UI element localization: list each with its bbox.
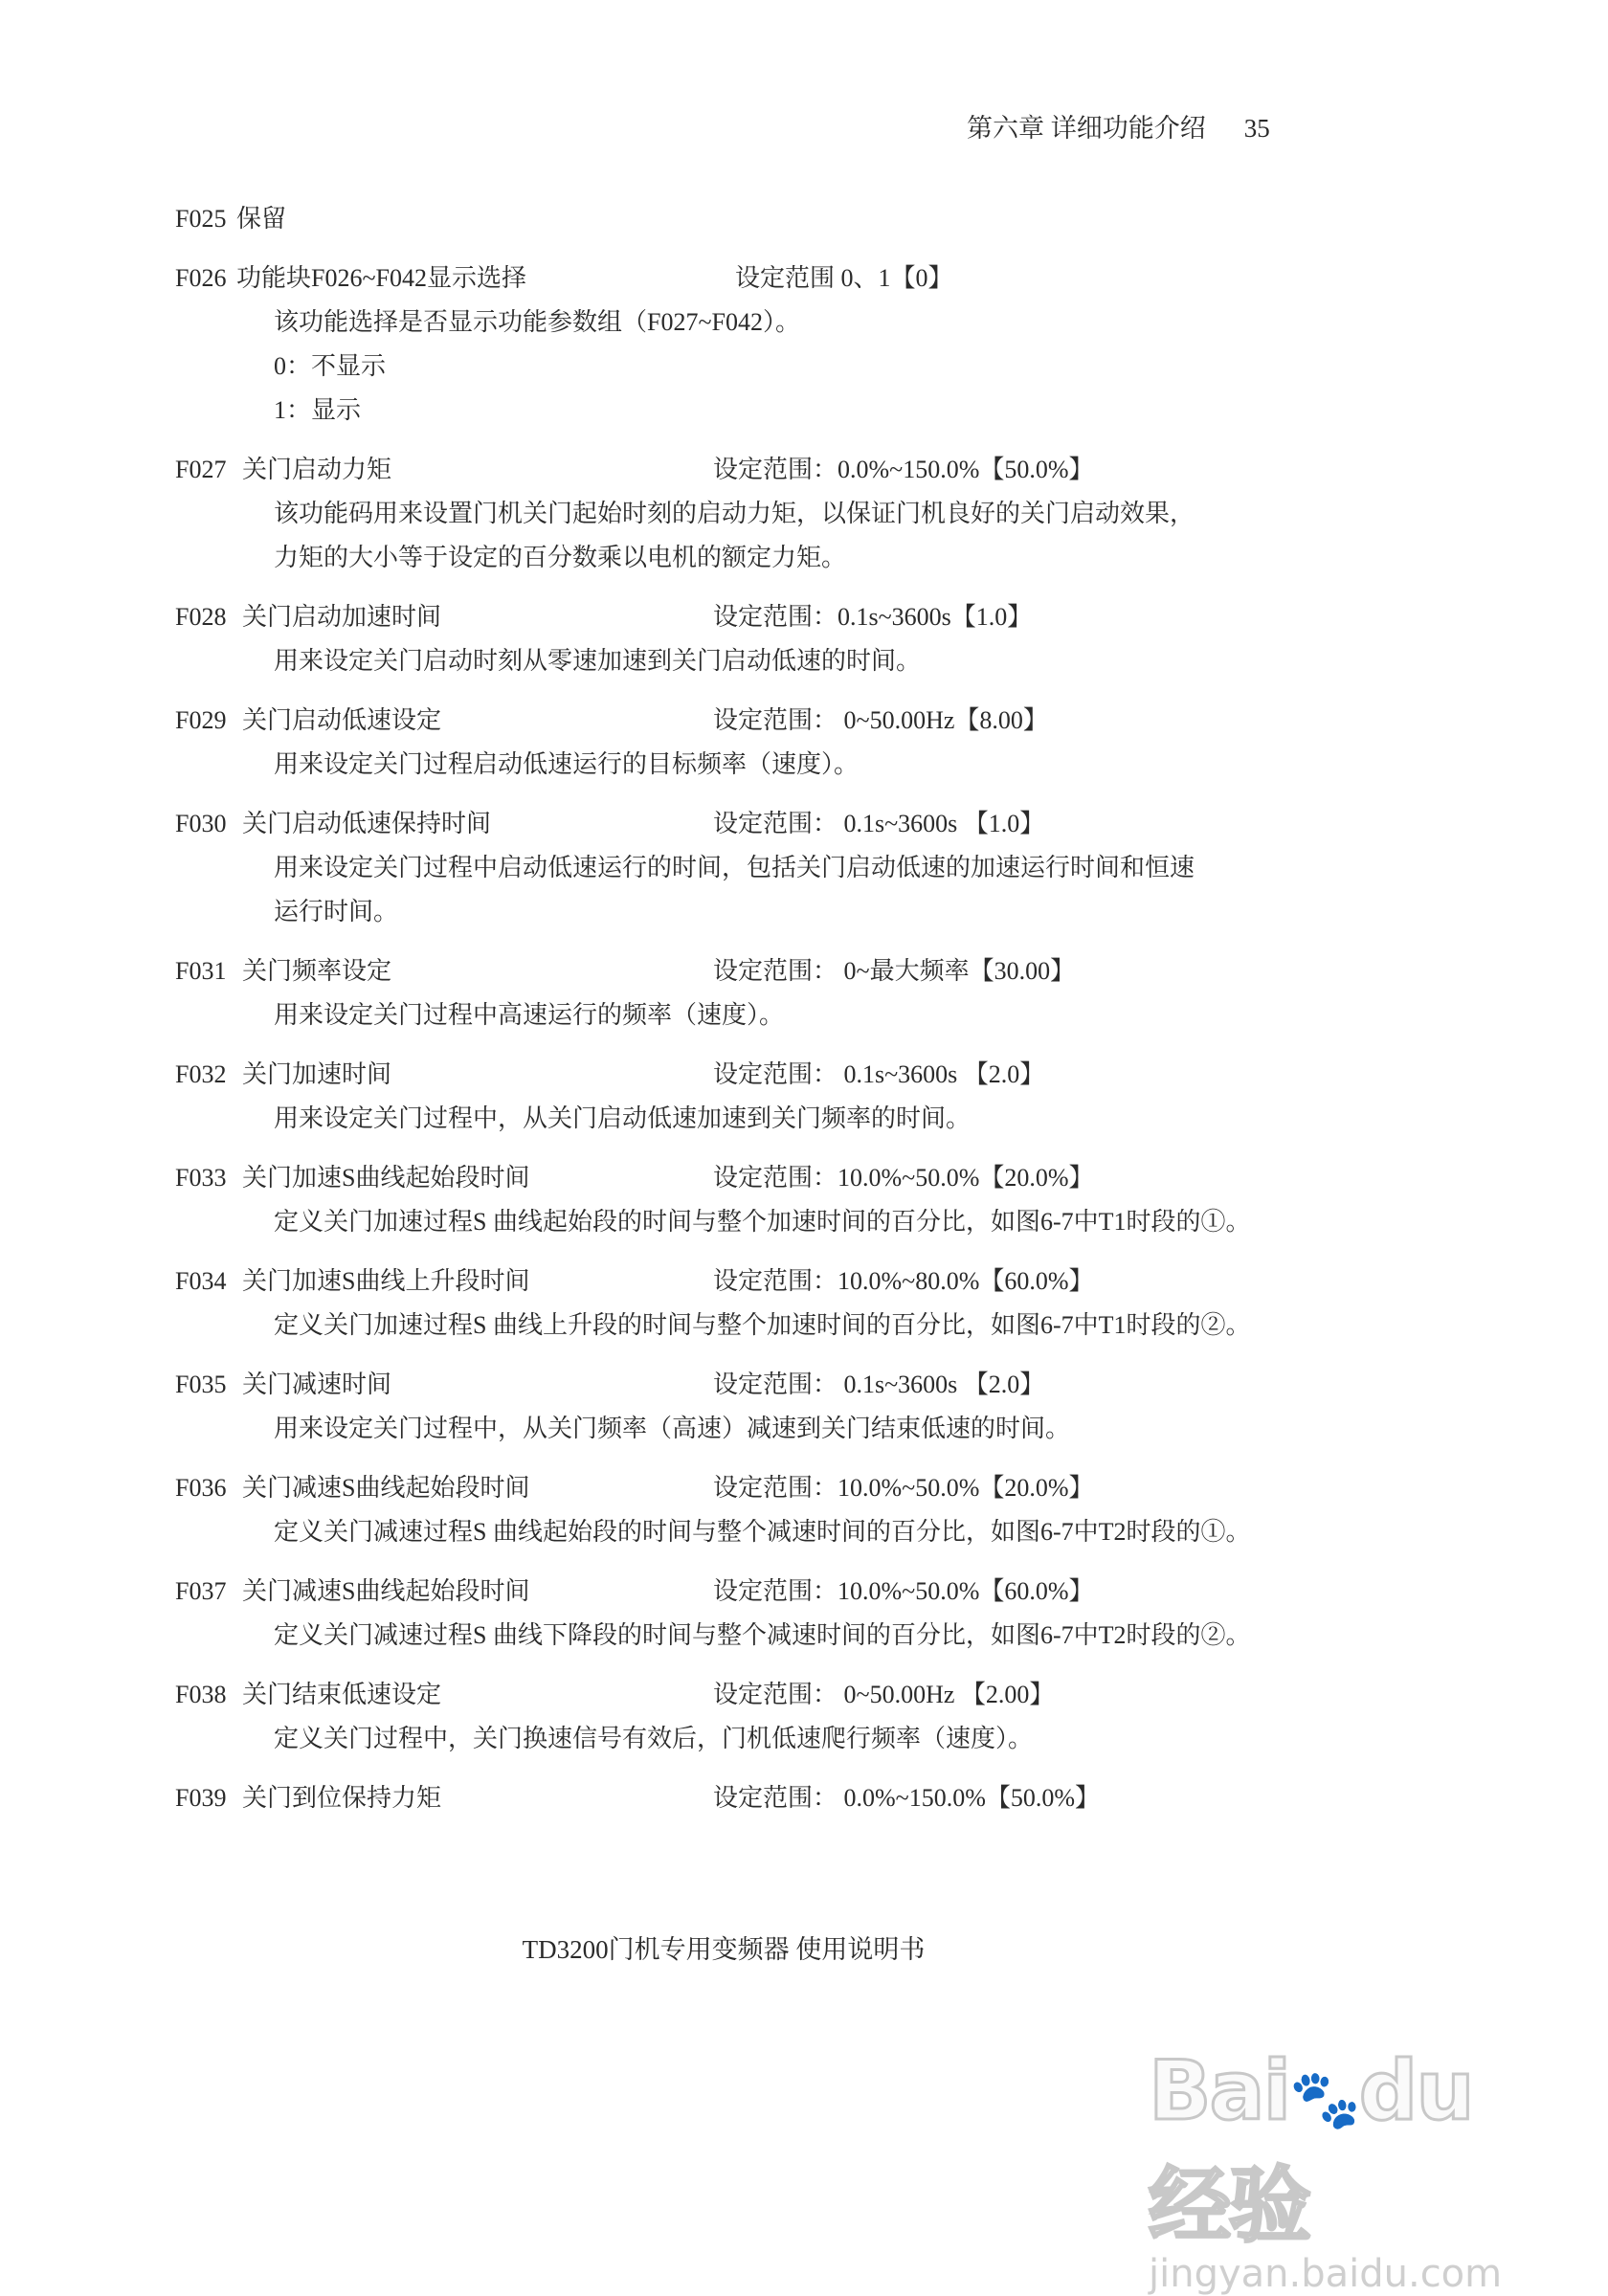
parameter-range: 设定范围： 0.1s~3600s 【1.0】: [713, 810, 1045, 837]
parameter-name: 关门加速S曲线起始段时间: [242, 1164, 530, 1192]
parameter-description: 用来设定关门启动时刻从零速加速到关门启动低速的时间。: [274, 647, 922, 675]
parameter-description: 定义关门减速过程S 曲线起始段的时间与整个减速时间的百分比，如图6-7中T2时段的①。: [274, 1518, 1251, 1546]
parameter-description: 用来设定关门过程中高速运行的频率（速度）。: [274, 1001, 785, 1029]
parameter-name: 关门频率设定: [242, 957, 392, 985]
parameter-range: 设定范围：0.1s~3600s【1.0】: [713, 603, 1033, 631]
parameter-code: F027: [175, 456, 227, 483]
parameter-entry: [175, 1673, 1324, 1761]
parameter-range: 设定范围： 0.1s~3600s 【2.0】: [713, 1371, 1045, 1398]
parameter-heading: [175, 197, 1324, 241]
document-footer: TD3200门机专用变频器 使用说明书: [522, 1935, 926, 1964]
parameter-code: F030: [175, 810, 227, 837]
parameter-name: 关门减速S曲线起始段时间: [242, 1474, 530, 1502]
parameter-code: F035: [175, 1371, 227, 1398]
parameter-range: 设定范围：10.0%~50.0%【60.0%】: [713, 1577, 1094, 1605]
running-header: [967, 107, 1270, 145]
parameter-entry: [175, 1156, 1324, 1244]
parameter-heading: [175, 1053, 1324, 1097]
parameter-description: 用来设定关门过程中，从关门启动低速加速到关门频率的时间。: [274, 1104, 972, 1132]
parameter-code: F034: [175, 1267, 227, 1295]
parameter-code: F026: [175, 264, 227, 292]
parameter-description: 该功能码用来设置门机关门起始时刻的启动力矩，以保证门机良好的关门启动效果，: [274, 500, 1195, 527]
parameter-range: 设定范围： 0~50.00Hz【8.00】: [713, 706, 1048, 734]
parameter-entry: [175, 949, 1324, 1037]
watermark-url: jingyan.baidu.com: [1149, 2252, 1503, 2296]
chapter-title: 第六章 详细功能介绍: [967, 114, 1206, 143]
parameter-name: 关门结束低速设定: [242, 1681, 442, 1708]
parameter-range: 设定范围： 0~50.00Hz 【2.00】: [713, 1681, 1055, 1708]
parameter-heading: [175, 802, 1324, 846]
parameter-heading: [175, 256, 1324, 301]
parameter-code: F039: [175, 1784, 227, 1812]
parameter-range: 设定范围：10.0%~50.0%【20.0%】: [713, 1164, 1094, 1192]
parameter-name: 功能块F026~F042显示选择: [236, 264, 526, 292]
parameter-description: 运行时间。: [274, 898, 399, 925]
parameter-code: F032: [175, 1060, 227, 1088]
parameter-entry: [175, 1259, 1324, 1348]
parameter-heading: [175, 699, 1324, 743]
parameter-name: 关门减速S曲线起始段时间: [242, 1577, 530, 1605]
parameter-code: F031: [175, 957, 227, 985]
parameter-entry: [175, 256, 1324, 433]
parameter-range: 设定范围：10.0%~80.0%【60.0%】: [713, 1267, 1094, 1295]
parameter-entry: [175, 1053, 1324, 1141]
parameter-description: 定义关门加速过程S 曲线起始段的时间与整个加速时间的百分比，如图6-7中T1时段的①。: [274, 1208, 1251, 1236]
parameter-heading: [175, 1156, 1324, 1200]
parameter-heading: [175, 448, 1324, 492]
parameter-range: 设定范围 0、1【0】: [735, 264, 953, 292]
parameter-heading: [175, 949, 1324, 993]
parameter-description: 用来设定关门过程中，从关门频率（高速）减速到关门结束低速的时间。: [274, 1415, 1071, 1442]
parameter-name: 关门减速时间: [242, 1371, 392, 1398]
parameter-entry: [175, 595, 1324, 683]
parameter-heading: [175, 1776, 1324, 1820]
parameter-description: 力矩的大小等于设定的百分数乘以电机的额定力矩。: [274, 544, 847, 571]
parameter-description: 用来设定关门过程中启动低速运行的时间，包括关门启动低速的加速运行时间和恒速: [274, 854, 1195, 881]
page-number: 35: [1243, 114, 1270, 143]
parameter-code: F025: [175, 205, 227, 233]
parameter-heading: [175, 1466, 1324, 1510]
parameter-name: 关门启动低速设定: [242, 706, 442, 734]
parameter-entry: [175, 448, 1324, 580]
parameter-heading: [175, 595, 1324, 639]
parameter-name: 关门到位保持力矩: [242, 1784, 442, 1812]
parameter-entry: [175, 1363, 1324, 1451]
parameter-range: 设定范围：0.0%~150.0%【50.0%】: [713, 456, 1094, 483]
parameter-heading: [175, 1363, 1324, 1407]
parameter-entry: [175, 802, 1324, 934]
parameter-entry: [175, 1466, 1324, 1554]
parameter-entry: [175, 699, 1324, 787]
parameter-name: 关门加速时间: [242, 1060, 392, 1088]
parameter-code: F028: [175, 603, 227, 631]
parameter-list: [175, 197, 1324, 1820]
parameter-description: 该功能选择是否显示功能参数组（F027~F042）。: [274, 308, 800, 336]
parameter-description: 定义关门减速过程S 曲线下降段的时间与整个减速时间的百分比，如图6-7中T2时段的②。: [274, 1621, 1251, 1649]
parameter-code: F036: [175, 1474, 227, 1502]
parameter-range: 设定范围： 0~最大频率【30.00】: [713, 957, 1076, 985]
parameter-description: 用来设定关门过程启动低速运行的目标频率（速度）。: [274, 750, 860, 778]
parameter-description: 1：显示: [274, 396, 362, 424]
parameter-code: F038: [175, 1681, 227, 1708]
parameter-name: 关门启动低速保持时间: [242, 810, 492, 837]
parameter-heading: [175, 1673, 1324, 1717]
watermark-logo: Bai🐾du 经验: [1149, 2043, 1473, 2254]
parameter-code: F029: [175, 706, 227, 734]
parameter-description: 定义关门过程中，关门换速信号有效后，门机低速爬行频率（速度）。: [274, 1725, 1034, 1752]
parameter-name: 保留: [236, 205, 287, 233]
parameter-name: 关门启动加速时间: [242, 603, 442, 631]
parameter-range: 设定范围： 0.1s~3600s 【2.0】: [713, 1060, 1045, 1088]
parameter-range: 设定范围：10.0%~50.0%【20.0%】: [713, 1474, 1094, 1502]
parameter-heading: [175, 1259, 1324, 1304]
parameter-code: F037: [175, 1577, 227, 1605]
parameter-description: 定义关门加速过程S 曲线上升段的时间与整个加速时间的百分比，如图6-7中T1时段的②。: [274, 1311, 1251, 1339]
parameter-heading: [175, 1570, 1324, 1614]
parameter-name: 关门启动力矩: [242, 456, 392, 483]
baidu-watermark: [1149, 2043, 1531, 2296]
parameter-entry: [175, 197, 1324, 241]
parameter-name: 关门加速S曲线上升段时间: [242, 1267, 530, 1295]
parameter-description: 0：不显示: [274, 352, 387, 380]
parameter-entry: [175, 1776, 1324, 1820]
parameter-code: F033: [175, 1164, 227, 1192]
parameter-range: 设定范围： 0.0%~150.0%【50.0%】: [713, 1784, 1101, 1812]
parameter-entry: [175, 1570, 1324, 1658]
